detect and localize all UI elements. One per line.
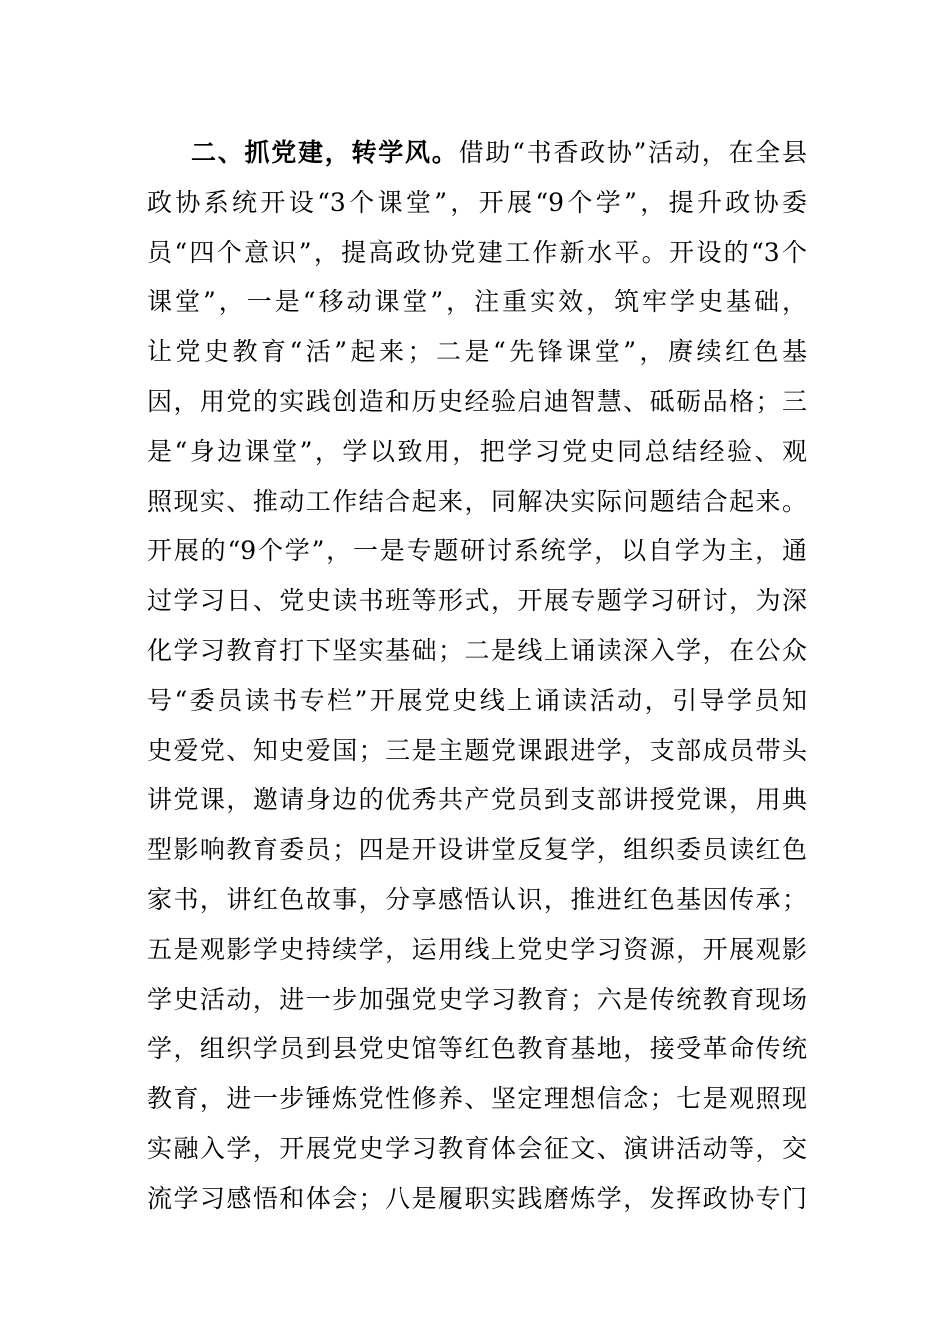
section-heading: 二、抓党建，转学风。 [191,138,459,167]
body-text [147,128,807,1224]
text-line: 教育，进一步锤炼党性修养、坚定理想信念；七是观照现 [147,1084,807,1114]
text-line: 让党史教育“活”起来；二是“先锋课堂”，赓续红色基 [147,337,807,367]
text-line: 员“四个意识”，提高政协党建工作新水平。开设的“3个 [147,237,807,267]
text-line: 是“身边课堂”，学以致用，把学习党史同总结经验、观 [147,436,807,466]
text-line: 学史活动，进一步加强党史学习教育；六是传统教育现场 [147,984,807,1014]
text-line: 五是观影学史持续学，运用线上党史学习资源，开展观影 [147,934,807,964]
text-line: 照现实、推动工作结合起来，同解决实际问题结合起来。 [147,486,807,516]
text-line: 过学习日、党史读书班等形式，开展专题学习研讨，为深 [147,586,807,616]
text-line: 开展的“9个学”，一是专题研讨系统学，以自学为主，通 [147,536,807,566]
text-line: 号“委员读书专栏”开展党史线上诵读活动，引导学员知 [147,685,807,715]
text-line: 化学习教育打下坚实基础；二是线上诵读深入学，在公众 [147,635,807,665]
text-line: 流学习感悟和体会；八是履职实践磨炼学，发挥政协专门 [147,1183,807,1213]
paragraph-first-line [147,128,807,178]
text-line: 课堂”，一是“移动课堂”，注重实效，筑牢学史基础， [147,287,807,317]
text-line: 因，用党的实践创造和历史经验启迪智慧、砥砺品格；三 [147,386,807,416]
text-line: 政协系统开设“3个课堂”，开展“9个学”，提升政协委 [147,187,807,217]
text-line: 家书，讲红色故事，分享感悟认识，推进红色基因传承； [147,884,807,914]
first-line-text: 借助“书香政协”活动，在全县 [458,138,807,167]
text-line: 学，组织学员到县党史馆等红色教育基地，接受革命传统 [147,1034,807,1064]
text-line: 史爱党、知史爱国；三是主题党课跟进学，支部成员带头 [147,735,807,765]
text-line: 型影响教育委员；四是开设讲堂反复学，组织委员读红色 [147,835,807,865]
text-line: 讲党课，邀请身边的优秀共产党员到支部讲授党课，用典 [147,785,807,815]
text-line: 实融入学，开展党史学习教育体会征文、演讲活动等，交 [147,1133,807,1163]
